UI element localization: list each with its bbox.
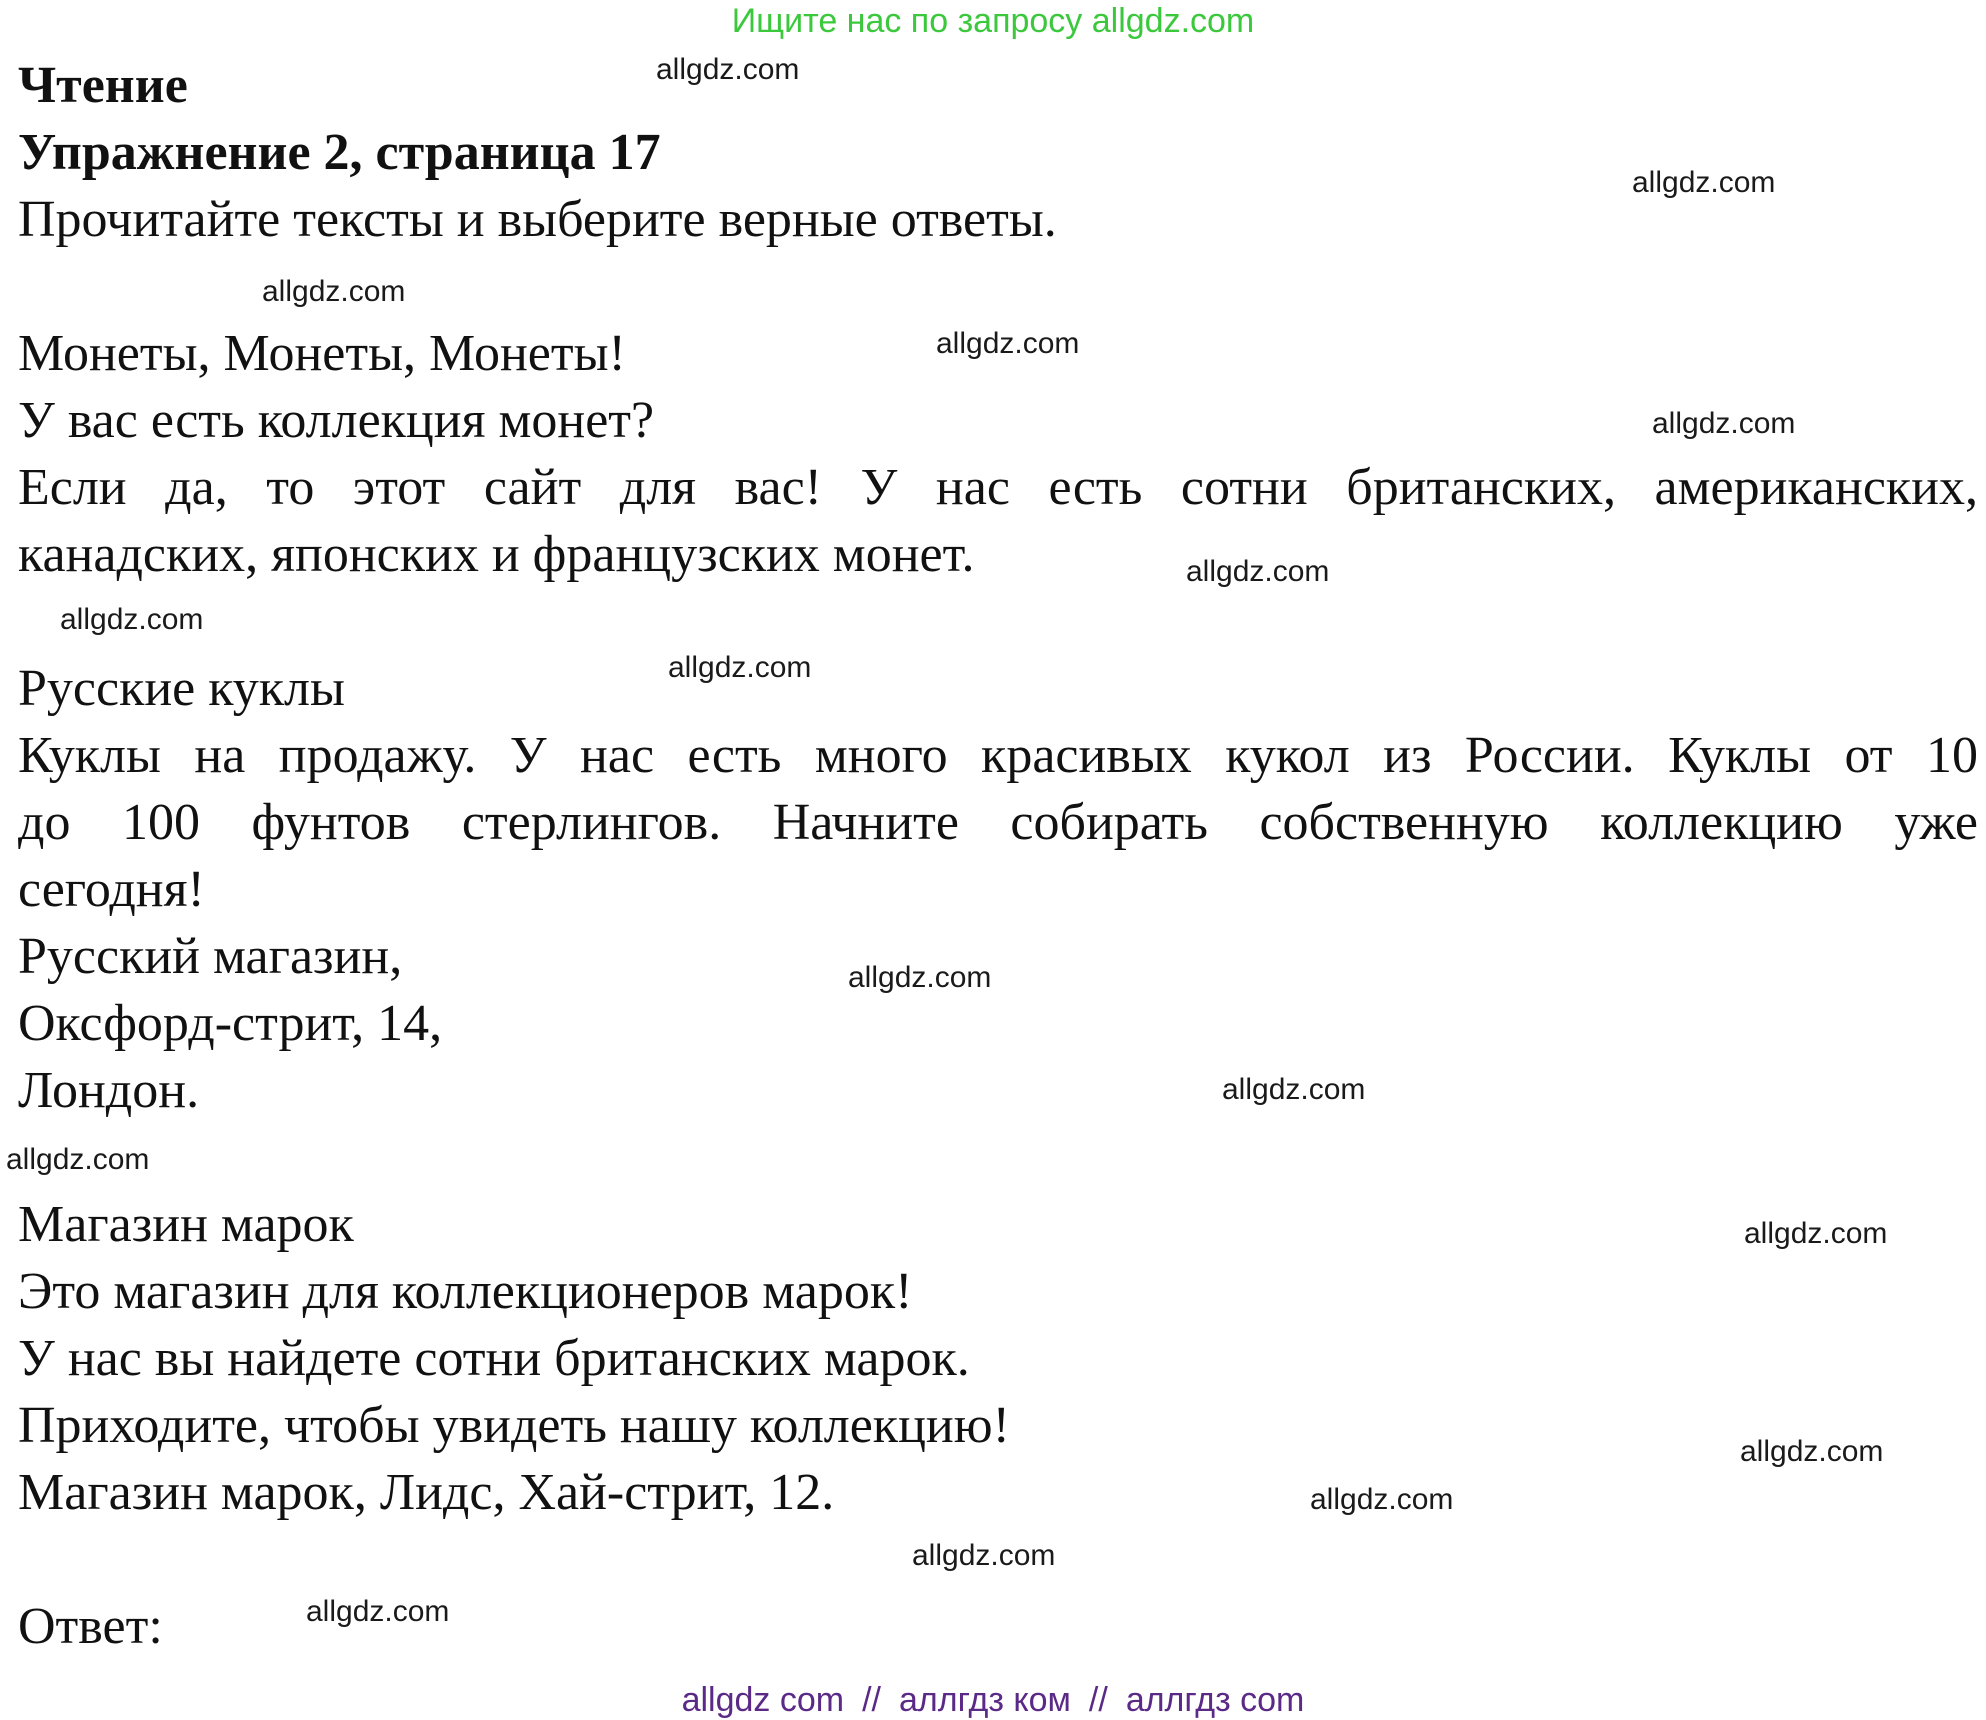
watermark: allgdz.com	[1310, 1483, 1454, 1516]
stamps-line2: У нас вы найдете сотни британских марок.	[18, 1330, 970, 1387]
watermark: allgdz.com	[60, 603, 204, 636]
watermark: allgdz.com	[912, 1539, 1056, 1572]
watermark: allgdz.com	[1652, 407, 1796, 440]
coins-paragraph-line2: канадских, японских и французских монет.	[18, 526, 975, 583]
coins-title: Монеты, Монеты, Монеты!	[18, 325, 626, 382]
coins-question: У вас есть коллекция монет?	[18, 392, 655, 449]
spacer	[18, 588, 1978, 655]
watermark: allgdz.com	[6, 1143, 150, 1176]
watermark: allgdz.com	[262, 275, 406, 308]
footer-link-allgdz-ru[interactable]: аллгдз ком	[899, 1681, 1071, 1719]
stamps-line1: Это магазин для коллекционеров марок!	[18, 1263, 913, 1320]
footer-links	[0, 1680, 1986, 1720]
top-search-banner: Ищите нас по запросу allgdz.com	[731, 2, 1255, 40]
watermark: allgdz.com	[656, 53, 800, 86]
watermark: allgdz.com	[848, 961, 992, 994]
watermark: allgdz.com	[1186, 555, 1330, 588]
exercise-heading: Упражнение 2, страница 17	[18, 124, 661, 181]
instruction-text: Прочитайте тексты и выберите верные ответы.	[18, 191, 1057, 248]
watermark: allgdz.com	[1744, 1217, 1888, 1250]
footer-separator: //	[1088, 1681, 1108, 1719]
footer-link-allgdz-mixed[interactable]: аллгдз com	[1125, 1681, 1305, 1719]
answer-label: Ответ:	[18, 1598, 163, 1655]
dolls-paragraph-line3: сегодня!	[18, 861, 205, 918]
watermark: allgdz.com	[1222, 1073, 1366, 1106]
dolls-title: Русские куклы	[18, 660, 345, 717]
watermark: allgdz.com	[1740, 1435, 1884, 1468]
section-heading: Чтение	[18, 57, 188, 114]
stamps-title: Магазин марок	[18, 1196, 354, 1253]
dolls-address-city: Лондон.	[18, 1062, 200, 1119]
dolls-paragraph-line2: до 100 фунтов стерлингов. Начните собирать собственную коллекцию уже	[18, 794, 1978, 851]
watermark: allgdz.com	[668, 651, 812, 684]
dolls-address-shop: Русский магазин,	[18, 928, 403, 985]
footer-separator: //	[862, 1681, 882, 1719]
spacer	[18, 1124, 1978, 1191]
watermark: allgdz.com	[936, 327, 1080, 360]
watermark: allgdz.com	[306, 1595, 450, 1628]
dolls-paragraph-line1: Куклы на продажу. У нас есть много красивых кукол из России. Куклы от 10	[18, 727, 1978, 784]
watermark: allgdz.com	[1632, 166, 1776, 199]
stamps-line3: Приходите, чтобы увидеть нашу коллекцию!	[18, 1397, 1010, 1454]
coins-paragraph-line1: Если да, то этот сайт для вас! У нас есть сотни британских, американских,	[18, 459, 1978, 516]
footer-link-allgdz[interactable]: allgdz com	[681, 1681, 845, 1719]
stamps-address: Магазин марок, Лидс, Хай-стрит, 12.	[18, 1464, 835, 1521]
dolls-address-street: Оксфорд-стрит, 14,	[18, 995, 443, 1052]
